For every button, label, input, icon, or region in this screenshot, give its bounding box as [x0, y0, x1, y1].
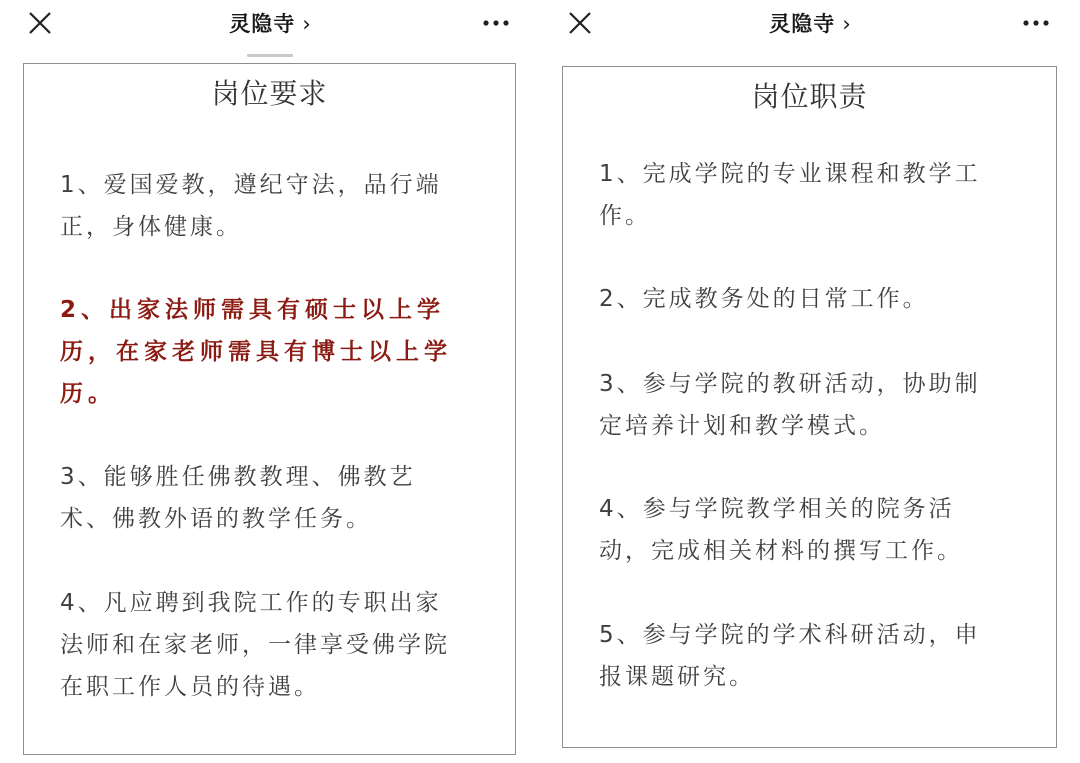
panel-title: 岗位要求	[211, 77, 328, 110]
requirement-item	[60, 456, 490, 540]
account-name: 灵隐寺	[769, 12, 836, 36]
top-bar	[540, 0, 1080, 50]
text-line: 3、参与学院的教研活动，协助制	[599, 371, 981, 397]
account-title-link[interactable]	[540, 8, 1080, 38]
more-dots-icon	[1018, 8, 1054, 38]
text-line: 在职工作人员的待遇。	[60, 674, 320, 700]
more-button[interactable]	[1018, 8, 1054, 38]
pull-indicator	[247, 54, 293, 57]
text-line: 5、参与学院的学术科研活动，申	[599, 622, 981, 648]
text-line: 作。	[599, 203, 651, 229]
chevron-right-icon: ›	[842, 12, 851, 36]
duty-item	[599, 153, 1029, 237]
duty-item	[599, 614, 1029, 698]
panel-title: 岗位职责	[751, 80, 868, 113]
text-line: 4、参与学院教学相关的院务活	[599, 496, 955, 522]
text-line: 2、出家法师需具有硕士以上学	[60, 297, 446, 323]
text-line: 1、完成学院的专业课程和教学工	[599, 161, 981, 187]
text-line: 正，身体健康。	[60, 214, 242, 240]
text-line: 报课题研究。	[599, 664, 755, 690]
requirements-panel	[23, 63, 516, 755]
more-dots-icon	[478, 8, 514, 38]
requirement-item-highlight	[60, 289, 490, 415]
text-line: 2、完成教务处的日常工作。	[599, 286, 929, 312]
text-line: 动，完成相关材料的撰写工作。	[599, 538, 963, 564]
requirement-item	[60, 582, 490, 708]
duty-item	[599, 278, 1029, 320]
text-line: 法师和在家老师，一律享受佛学院	[60, 632, 450, 658]
top-bar	[0, 0, 540, 50]
account-title-link[interactable]	[0, 8, 540, 38]
chevron-right-icon: ›	[302, 12, 311, 36]
text-line: 术、佛教外语的教学任务。	[60, 506, 372, 532]
text-line: 历。	[60, 381, 116, 407]
duty-item	[599, 488, 1029, 572]
text-line: 3、能够胜任佛教教理、佛教艺	[60, 464, 416, 490]
text-line: 历，在家老师需具有博士以上学	[60, 339, 452, 365]
right-screen	[540, 0, 1080, 763]
text-line: 4、凡应聘到我院工作的专职出家	[60, 590, 442, 616]
requirement-item	[60, 164, 490, 248]
account-name: 灵隐寺	[229, 12, 296, 36]
duty-item	[599, 363, 1029, 447]
more-button[interactable]	[478, 8, 514, 38]
text-line: 定培养计划和教学模式。	[599, 413, 885, 439]
text-line: 1、爱国爱教，遵纪守法，品行端	[60, 172, 442, 198]
duties-panel	[562, 66, 1057, 748]
